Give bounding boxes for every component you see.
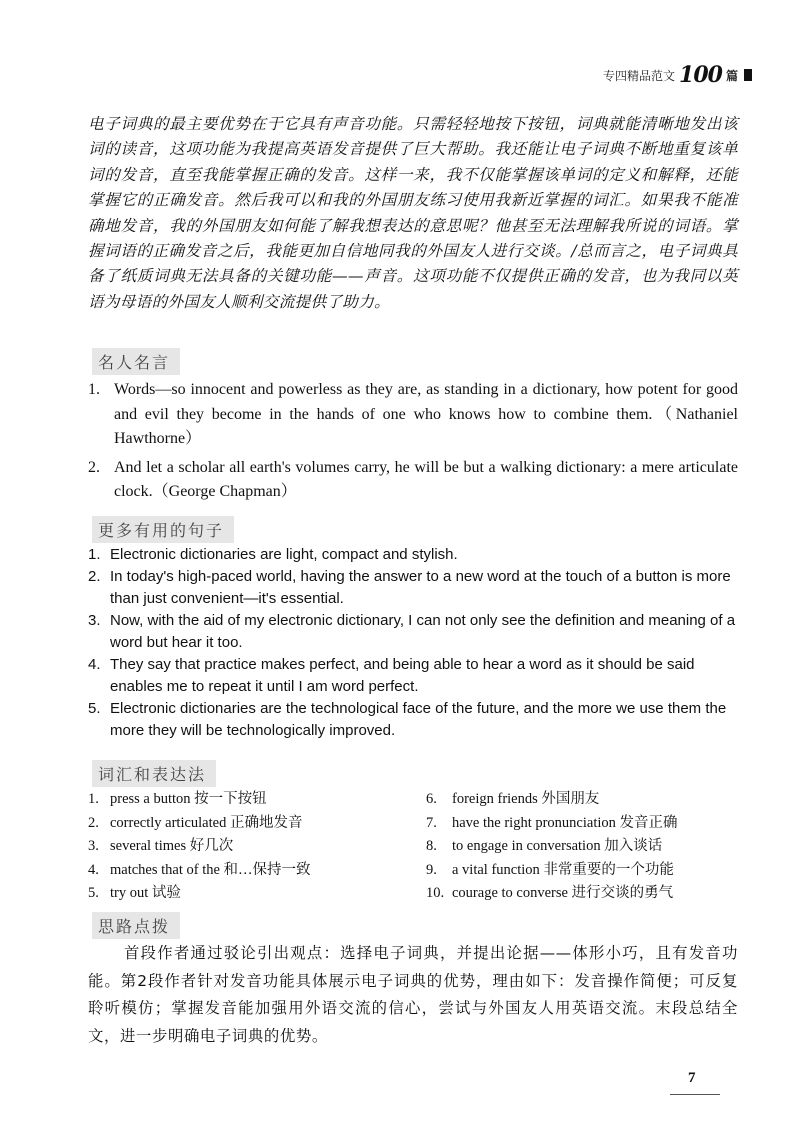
list-item <box>426 882 738 906</box>
list-item <box>88 859 426 883</box>
list-item <box>88 835 426 859</box>
item-text: And let a scholar all earth's volumes carry, he will be but a walking dictionary: a mere articulate clock.（George Chapman） <box>114 458 738 500</box>
item-number: 5. <box>88 700 101 717</box>
section-label-quotes: 名人名言 <box>92 348 180 375</box>
item-text: matches that of the 和…保持一致 <box>110 861 311 878</box>
list-item <box>88 654 738 698</box>
page-rule-divider <box>670 1094 720 1095</box>
sentences-list <box>88 544 738 742</box>
vocab-columns <box>88 788 738 906</box>
page-number: 7 <box>688 1070 696 1086</box>
item-text: courage to converse 进行交谈的勇气 <box>452 885 674 901</box>
item-number: 4. <box>88 861 99 878</box>
item-number: 1. <box>88 381 100 398</box>
item-text: In today's high-paced world, having the answer to a new word at the touch of a button is more than just convenient—it's essential. <box>110 568 731 607</box>
section-label-sentences: 更多有用的句子 <box>92 516 234 543</box>
item-text: correctly articulated 正确地发音 <box>110 814 303 831</box>
item-text: Electronic dictionaries are the technological face of the future, and the more we use them the more they will be technologically improved. <box>110 700 727 739</box>
header-number: 100 <box>679 62 722 88</box>
item-text: try out 试验 <box>110 885 181 901</box>
item-text: several times 好几次 <box>110 838 234 854</box>
list-item <box>88 566 738 610</box>
header-suffix: 篇 <box>725 68 738 83</box>
header-title: 专四精品范文 <box>603 68 676 83</box>
vocab-left-column <box>88 788 426 906</box>
item-number: 5. <box>88 885 99 901</box>
list-item <box>426 859 738 883</box>
item-number: 2. <box>88 814 99 831</box>
item-text: They say that practice makes perfect, and being able to hear a word as it should be said enables me to repeat it until I am word perfect. <box>110 656 695 695</box>
item-text: a vital function 非常重要的一个功能 <box>452 861 674 878</box>
essay-paragraph: 电子词典的最主要优势在于它具有声音功能。只需轻轻地按下按钮，词典就能清晰地发出该词的读音，这项功能为我提高英语发音提供了巨大帮助。我还能让电子词典不断地重复该单词的发音，直至我能掌握正确的发音。这样一来，我不仅能掌握该单词的定义和解释，还能掌握它的正确发音。然后我可以和我的外国朋友练习使用我新近掌握的词汇。如果我不能准确地发音，我的外国朋友如何能了解我想表达的意思呢？他甚至无法理解我所说的词语。掌握词语的正确发音之后，我能更加自信地同我的外国友人进行交谈。/总而言之，电子词典具备了纸质词典无法具备的关键功能——声音。这项功能不仅提供正确的发音，也为我同以英语为母语的外国友人顺利交流提供了助力。 <box>88 115 738 311</box>
item-number: 3. <box>88 612 101 629</box>
item-number: 4. <box>88 656 101 673</box>
item-text: Now, with the aid of my electronic dictionary, I can not only see the definition and meaning of a word but hear it too. <box>110 612 736 651</box>
item-number: 8. <box>426 838 437 854</box>
item-text: Electronic dictionaries are light, compact and stylish. <box>110 546 458 563</box>
quotes-list <box>88 378 738 509</box>
item-number: 9. <box>426 861 437 878</box>
item-number: 10. <box>426 885 445 901</box>
item-text: foreign friends 外国朋友 <box>452 791 600 807</box>
list-item <box>88 882 426 906</box>
item-number: 2. <box>88 458 100 476</box>
vocab-right-column <box>426 788 738 906</box>
item-number: 6. <box>426 791 437 807</box>
item-number: 1. <box>88 546 101 563</box>
item-number: 3. <box>88 838 99 854</box>
list-item <box>426 788 738 812</box>
section-label-vocab: 词汇和表达法 <box>92 760 216 787</box>
list-item <box>426 835 738 859</box>
item-number: 2. <box>88 568 101 585</box>
section-label-tips: 思路点拨 <box>92 912 180 939</box>
list-item <box>88 456 738 505</box>
list-item <box>88 788 426 812</box>
item-number: 7. <box>426 814 437 831</box>
list-item <box>88 812 426 836</box>
list-item <box>88 610 738 654</box>
item-text: to engage in conversation 加入谈话 <box>452 838 663 854</box>
list-item <box>88 698 738 742</box>
item-text: Words—so innocent and powerless as they are, as standing in a dictionary, how potent for good and evil they become in the hands of one who knows how to combine them.（Nathaniel Hawthorne） <box>114 381 738 447</box>
list-item <box>88 544 738 566</box>
tips-paragraph: 首段作者通过驳论引出观点：选择电子词典，并提出论据——体形小巧，且有发音功能。第2段作者针对发音功能具体展示电子词典的优势，理由如下：发音操作简便；可反复聆听模仿；掌握发音能加强用外语交流的信心，尝试与外国友人用英语交流。末段总结全文，进一步明确电子词典的优势。 <box>88 944 738 1045</box>
item-text: have the right pronunciation 发音正确 <box>452 814 678 831</box>
item-text: press a button 按一下按钮 <box>110 791 267 807</box>
list-item <box>426 812 738 836</box>
item-number: 1. <box>88 791 99 807</box>
running-header <box>603 62 752 88</box>
header-mark-icon <box>744 69 752 81</box>
list-item <box>88 378 738 452</box>
